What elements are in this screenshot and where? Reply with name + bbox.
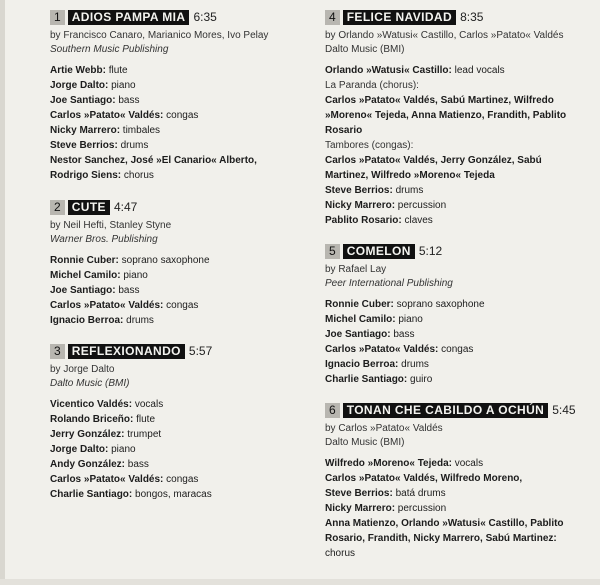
section-label-text: Tambores (congas): [325,140,414,151]
personnel-line [50,457,305,472]
musician-name: Michel Camilo: [325,314,396,325]
instrument: percussion [395,503,447,514]
instrument: guiro [407,374,433,385]
track-number: 3 [50,344,65,359]
personnel-line [50,412,305,427]
musician-name: Steve Berrios: [325,488,393,499]
track-credits [325,422,595,450]
personnel-line [325,93,595,108]
track-number: 2 [50,200,65,215]
personnel-line [50,93,305,108]
page-edge-shadow [0,0,5,585]
personnel-line [325,198,595,213]
musician-name: Nicky Marrero: [325,503,396,514]
instrument: piano [108,444,136,455]
personnel-line [325,531,595,546]
track-header [325,10,595,25]
track-6 [325,403,595,561]
track-header [325,403,595,418]
track-writers: by Rafael Lay [325,264,387,275]
track-2 [50,200,305,328]
track-credits [50,29,305,57]
instrument: flute [133,414,156,425]
track-credits [325,29,595,57]
musician-name: »Moreno« Tejeda, Anna Matienzo, Frandith, Pablito [325,110,567,121]
musician-name: Nicky Marrero: [50,125,121,136]
musician-name: Carlos »Patato« Valdés, Wilfredo Moreno, [325,473,523,484]
musician-name: Charlie Santiago: [50,489,133,500]
musician-name: Steve Berrios: [325,185,393,196]
track-publisher: Peer International Publishing [325,278,453,289]
musician-name: Carlos »Patato« Valdés: [50,110,164,121]
track-duration: 6:35 [193,10,217,24]
musician-name: Joe Santiago: [325,329,391,340]
personnel-line [325,63,595,78]
instrument: trumpet [124,429,162,440]
musician-name: Vicentico Valdés: [50,399,133,410]
musician-name: Carlos »Patato« Valdés: [50,300,164,311]
page-bottom-edge [0,579,600,585]
track-title: TONAN CHE CABILDO A OCHÚN [343,403,549,418]
instrument: soprano saxophone [118,255,210,266]
track-number: 4 [325,10,340,25]
personnel-line [50,397,305,412]
musician-name: Carlos »Patato« Valdés, Sabú Martinez, Wilfredo [325,95,554,106]
personnel-line [50,138,305,153]
personnel-line [50,153,305,168]
musician-name: Michel Camilo: [50,270,121,281]
personnel-line [325,213,595,228]
instrument: congas [163,474,199,485]
track-writers: by Neil Hefti, Stanley Styne [50,220,172,231]
instrument: vocals [132,399,164,410]
instrument: soprano saxophone [393,299,485,310]
personnel-line [325,456,595,471]
track-credits [50,219,305,247]
personnel-list [50,397,305,502]
personnel-line [325,471,595,486]
track-credits [325,263,595,291]
personnel-line [325,297,595,312]
personnel-list [50,63,305,183]
musician-name: Ignacio Berroa: [325,359,399,370]
track-header [50,10,305,25]
track-duration: 4:47 [113,200,138,214]
track-header [50,200,305,215]
personnel-line [50,487,305,502]
personnel-line [50,253,305,268]
musician-name: Carlos »Patato« Valdés: [325,344,439,355]
personnel-line [325,108,595,123]
track-header [50,344,305,359]
instrument: bongos, maracas [132,489,212,500]
musician-name: Charlie Santiago: [325,374,408,385]
musician-name: Rolando Briceño: [50,414,134,425]
track-credits [50,363,305,391]
musician-name: Jerry González: [50,429,125,440]
instrument: piano [395,314,423,325]
instrument: vocals [451,458,484,469]
track-title: ADIOS PAMPA MIA [68,10,190,25]
musician-name: Artie Webb: [50,65,106,76]
track-title: CUTE [68,200,110,215]
musician-name: Nicky Marrero: [325,200,396,211]
musician-name: Andy González: [50,459,126,470]
instrument: bass [125,459,149,470]
personnel-line [50,168,305,183]
personnel-line [50,78,305,93]
personnel-line [50,472,305,487]
personnel-line [325,183,595,198]
track-1 [50,10,305,183]
instrument: batá drums [392,488,446,499]
track-duration: 8:35 [460,10,484,24]
track-publisher: Dalto Music (BMI) [325,437,405,448]
instrument: claves [401,215,433,226]
musician-name: Jorge Dalto: [50,80,109,91]
musician-name: Steve Berrios: [50,140,118,151]
instrument: congas [163,300,199,311]
track-5 [325,244,595,387]
track-duration: 5:45 [552,403,576,417]
instrument: drums [398,359,429,370]
instrument: timbales [120,125,161,136]
personnel-line [50,268,305,283]
musician-name: Ronnie Cuber: [50,255,119,266]
track-3 [50,344,305,502]
personnel-line [325,168,595,183]
personnel-line [50,123,305,138]
instrument: drums [123,315,154,326]
personnel-list [325,297,595,387]
musician-name: Ronnie Cuber: [325,299,394,310]
track-number: 6 [325,403,340,418]
instrument: congas [163,110,199,121]
personnel-line [325,153,595,168]
track-writers: by Orlando »Watusi« Castillo, Carlos »Patato« Valdés [325,30,564,41]
personnel-line [50,298,305,313]
track-duration: 5:57 [188,344,213,358]
personnel-line [325,486,595,501]
track-writers: by Jorge Dalto [50,364,115,375]
musician-name: Rodrigo Siens: [50,170,122,181]
musician-name: Martinez, Wilfredo »Moreno« Tejeda [325,170,495,181]
musician-name: Anna Matienzo, Orlando »Watusi« Castillo, Pablito [325,518,564,529]
section-label [325,78,595,93]
musician-name: Rosario [325,125,363,136]
instrument: bass [115,285,140,296]
section-label-text: La Paranda (chorus): [325,80,419,91]
instrument: drums [392,185,424,196]
track-header [325,244,595,259]
instrument: drums [117,140,149,151]
track-title: COMELON [343,244,415,259]
instrument: lead vocals [451,65,505,76]
section-label [325,138,595,153]
personnel-line [50,427,305,442]
track-4 [325,10,595,228]
instrument: piano [108,80,136,91]
musician-name: Nestor Sanchez, José »El Canario« Alberto, [50,155,257,166]
musician-name: Orlando »Watusi« Castillo: [325,65,452,76]
instrument: congas [438,344,474,355]
personnel-line [50,283,305,298]
musician-name: Joe Santiago: [50,285,116,296]
musician-name: Rosario, Frandith, Nicky Marrero, Sabú Martinez: [325,533,557,544]
personnel-list [325,63,595,228]
personnel-line [325,501,595,516]
track-publisher: Dalto Music (BMI) [325,44,405,55]
musician-name: Pablito Rosario: [325,215,402,226]
personnel-line [325,546,595,561]
track-publisher: Southern Music Publishing [50,44,169,55]
track-title: REFLEXIONANDO [68,344,185,359]
personnel-line [50,63,305,78]
personnel-list [50,253,305,328]
musician-name: Jorge Dalto: [50,444,109,455]
instrument: chorus [121,170,154,181]
chorus-label: chorus [325,548,356,559]
personnel-line [325,516,595,531]
personnel-line [325,357,595,372]
track-title: FELICE NAVIDAD [343,10,456,25]
personnel-list [325,456,595,561]
personnel-line [325,312,595,327]
personnel-line [325,372,595,387]
personnel-line [50,313,305,328]
personnel-line [325,342,595,357]
track-number: 1 [50,10,65,25]
track-writers: by Carlos »Patato« Valdés [325,423,443,434]
personnel-line [325,327,595,342]
instrument: piano [120,270,148,281]
personnel-line [50,108,305,123]
musician-name: Carlos »Patato« Valdés: [50,474,164,485]
instrument: bass [390,329,415,340]
track-publisher: Warner Bros. Publishing [50,234,158,245]
musician-name: Joe Santiago: [50,95,116,106]
track-number: 5 [325,244,340,259]
track-publisher: Dalto Music (BMI) [50,378,130,389]
musician-name: Ignacio Berroa: [50,315,124,326]
instrument: percussion [395,200,447,211]
personnel-line [50,442,305,457]
personnel-line [325,123,595,138]
track-duration: 5:12 [418,244,443,258]
musician-name: Carlos »Patato« Valdés, Jerry González, Sabú [325,155,542,166]
track-writers: by Francisco Canaro, Marianico Mores, Ivo Pelay [50,30,269,41]
instrument: bass [115,95,140,106]
musician-name: Wilfredo »Moreno« Tejeda: [325,458,452,469]
instrument: flute [105,65,128,76]
